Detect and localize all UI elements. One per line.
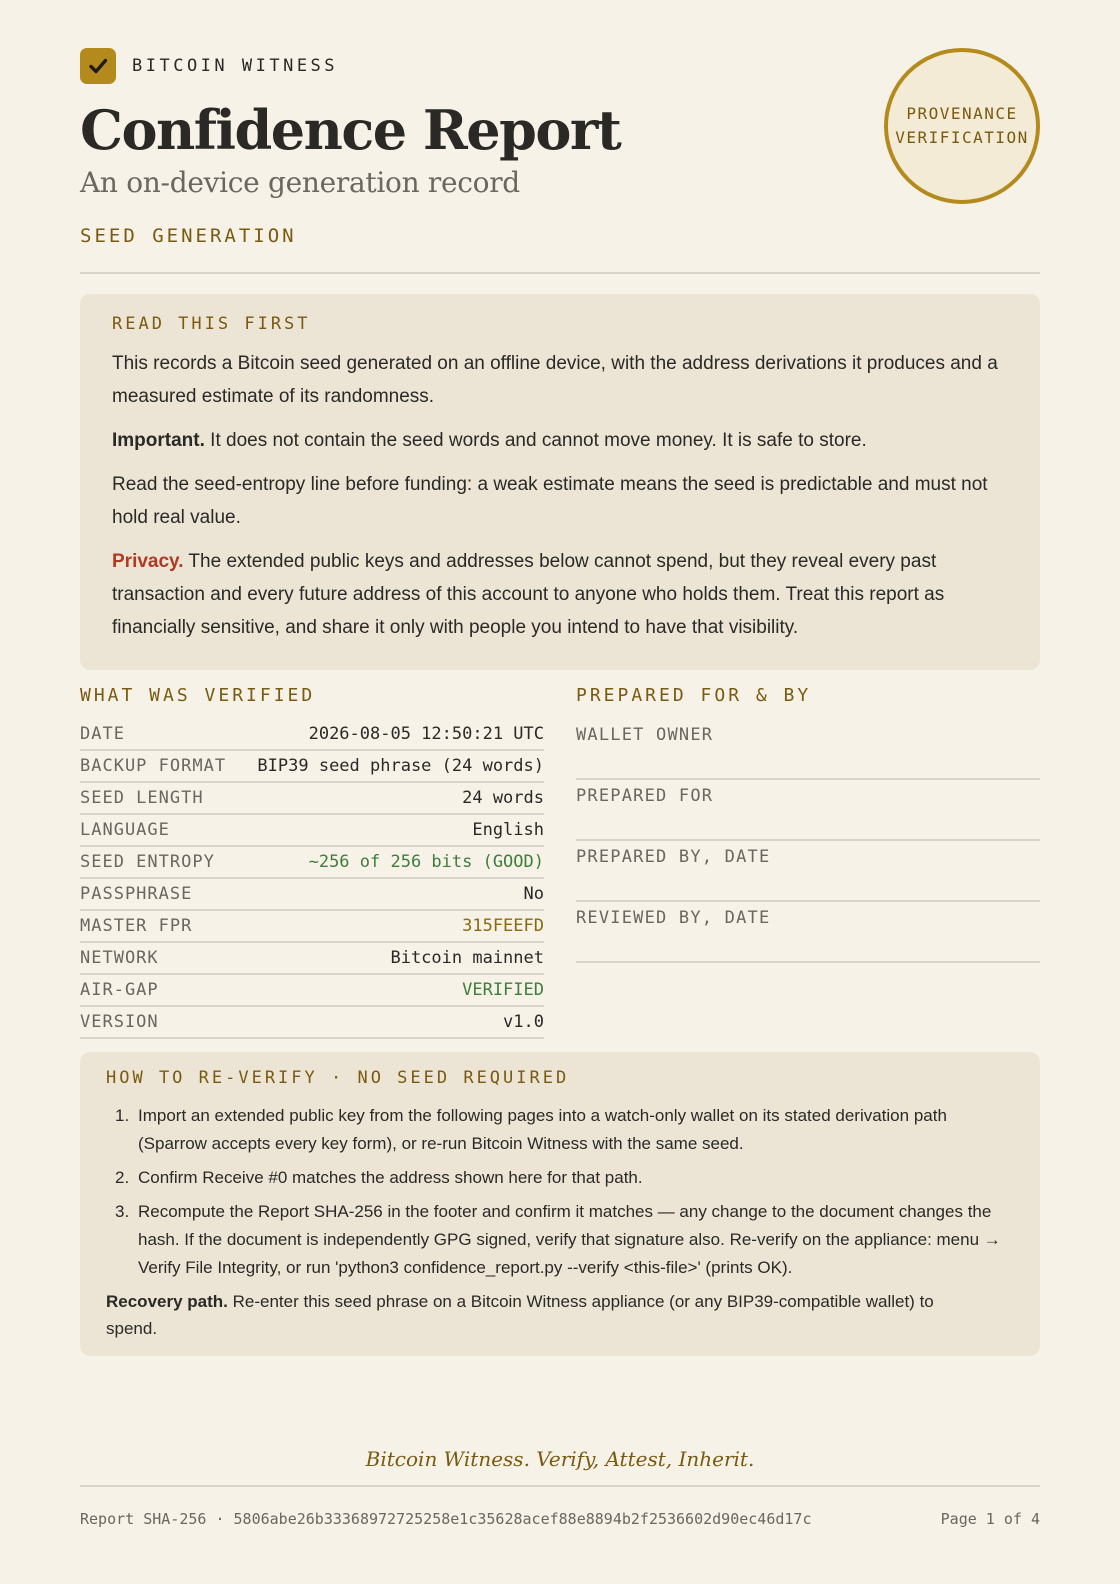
row-value: 2026-08-05 12:50:21 UTC bbox=[308, 724, 544, 744]
brand-name: BITCOIN WITNESS bbox=[132, 56, 339, 76]
provenance-seal bbox=[884, 48, 1040, 204]
tagline: Bitcoin Witness. Verify, Attest, Inherit. bbox=[365, 1447, 755, 1471]
reverify-heading: HOW TO RE-VERIFY · NO SEED REQUIRED bbox=[106, 1068, 570, 1088]
table-row bbox=[80, 975, 544, 1007]
privacy-paragraph bbox=[112, 545, 1008, 644]
field-label: PREPARED BY, DATE bbox=[576, 847, 771, 867]
reverify-panel bbox=[80, 1052, 1040, 1356]
row-value: VERIFIED bbox=[462, 980, 544, 1000]
prepared-heading: PREPARED FOR & BY bbox=[576, 685, 812, 706]
checkmark-icon bbox=[80, 48, 116, 84]
field-label: PREPARED FOR bbox=[576, 786, 714, 806]
report-hash: Report SHA-256 · 5806abe26b33368972725258e1c35628acef88e8894b2f2536602d90ec46d17c bbox=[80, 1510, 812, 1528]
field-label: WALLET OWNER bbox=[576, 725, 714, 745]
table-row bbox=[80, 783, 544, 815]
read-first-heading: READ THIS FIRST bbox=[112, 314, 311, 334]
signature-field bbox=[576, 846, 1040, 902]
signature-field bbox=[576, 724, 1040, 780]
row-label: VERSION bbox=[80, 1012, 159, 1032]
recovery-label: Recovery path. bbox=[106, 1292, 228, 1311]
brand bbox=[80, 48, 338, 84]
intro-paragraph: This records a Bitcoin seed generated on an offline device, with the address derivations it produces and a measured estimate of its randomness. bbox=[112, 353, 998, 407]
table-row bbox=[80, 847, 544, 879]
row-label: SEED ENTROPY bbox=[80, 852, 215, 872]
step-text: Confirm Receive #0 matches the address shown here for that path. bbox=[138, 1168, 643, 1187]
page-number: Page 1 of 4 bbox=[940, 1510, 1040, 1528]
row-value: English bbox=[472, 820, 544, 840]
signature-field bbox=[576, 785, 1040, 841]
row-label: SEED LENGTH bbox=[80, 788, 204, 808]
important-paragraph bbox=[112, 424, 1008, 457]
row-label: AIR-GAP bbox=[80, 980, 159, 1000]
table-row bbox=[80, 911, 544, 943]
important-text: It does not contain the seed words and cannot move money. It is safe to store. bbox=[204, 430, 867, 451]
row-value: 24 words bbox=[462, 788, 544, 808]
row-label: DATE bbox=[80, 724, 125, 744]
reverify-steps bbox=[106, 1102, 1014, 1282]
row-value: v1.0 bbox=[503, 1012, 544, 1032]
table-row bbox=[80, 815, 544, 847]
row-label: MASTER FPR bbox=[80, 916, 193, 936]
privacy-label: Privacy. bbox=[112, 551, 184, 572]
list-item bbox=[106, 1164, 1014, 1192]
signature-field bbox=[576, 907, 1040, 963]
step-text: Recompute the Report SHA-256 in the footer and confirm it matches — any change to the document changes the hash. If the document is independently GPG signed, verify that signature also. Re-verify on the appliance: menu → Verify File Integrity, or run 'python3 confidence_report.py --verify <this-file>' (prints OK). bbox=[138, 1202, 1001, 1277]
step-number: 1. bbox=[115, 1106, 130, 1125]
row-value: Bitcoin mainnet bbox=[390, 948, 544, 968]
verified-heading: WHAT WAS VERIFIED bbox=[80, 685, 316, 706]
recovery-text: Re-enter this seed phrase on a Bitcoin Witness appliance (or any BIP39-compatible wallet) to spend. bbox=[106, 1292, 934, 1338]
recovery-note bbox=[106, 1288, 1014, 1342]
row-label: PASSPHRASE bbox=[80, 884, 193, 904]
field-label: REVIEWED BY, DATE bbox=[576, 908, 771, 928]
row-value: BIP39 seed phrase (24 words) bbox=[257, 756, 544, 776]
table-row bbox=[80, 719, 544, 751]
footer-divider bbox=[80, 1485, 1040, 1487]
step-number: 2. bbox=[115, 1168, 130, 1187]
seal-line-2: VERIFICATION bbox=[895, 128, 1029, 147]
row-label: NETWORK bbox=[80, 948, 159, 968]
row-value: No bbox=[523, 884, 544, 904]
table-row bbox=[80, 1007, 544, 1039]
report-kind: SEED GENERATION bbox=[80, 225, 297, 247]
read-first-panel bbox=[80, 294, 1040, 670]
step-text: Import an extended public key from the following pages into a watch-only wallet on its stated derivation path (Sparrow accepts every key form), or re-run Bitcoin Witness with the same seed. bbox=[138, 1106, 947, 1153]
table-row bbox=[80, 751, 544, 783]
list-item bbox=[106, 1102, 1014, 1158]
table-row bbox=[80, 879, 544, 911]
privacy-text: The extended public keys and addresses below cannot spend, but they reveal every past transaction and every future address of this account to anyone who holds them. Treat this report as financially sensitive, and share it only with people you intend to have that visibility. bbox=[112, 551, 945, 638]
verified-table bbox=[80, 719, 544, 1039]
row-label: LANGUAGE bbox=[80, 820, 170, 840]
table-row bbox=[80, 943, 544, 975]
entropy-paragraph: Read the seed-entropy line before funding: a weak estimate means the seed is predictable and must not hold real value. bbox=[112, 474, 988, 528]
page-title: Confidence Report bbox=[80, 98, 621, 162]
seal-line-1: PROVENANCE bbox=[906, 104, 1018, 123]
row-value: ~256 of 256 bits (GOOD) bbox=[308, 852, 544, 872]
prepared-fields bbox=[576, 719, 1040, 963]
list-item bbox=[106, 1198, 1014, 1282]
row-label: BACKUP FORMAT bbox=[80, 756, 227, 776]
row-value: 315FEEFD bbox=[462, 916, 544, 936]
important-label: Important. bbox=[112, 430, 205, 451]
page-subtitle: An on-device generation record bbox=[80, 166, 520, 199]
divider bbox=[80, 272, 1040, 274]
step-number: 3. bbox=[115, 1202, 130, 1221]
